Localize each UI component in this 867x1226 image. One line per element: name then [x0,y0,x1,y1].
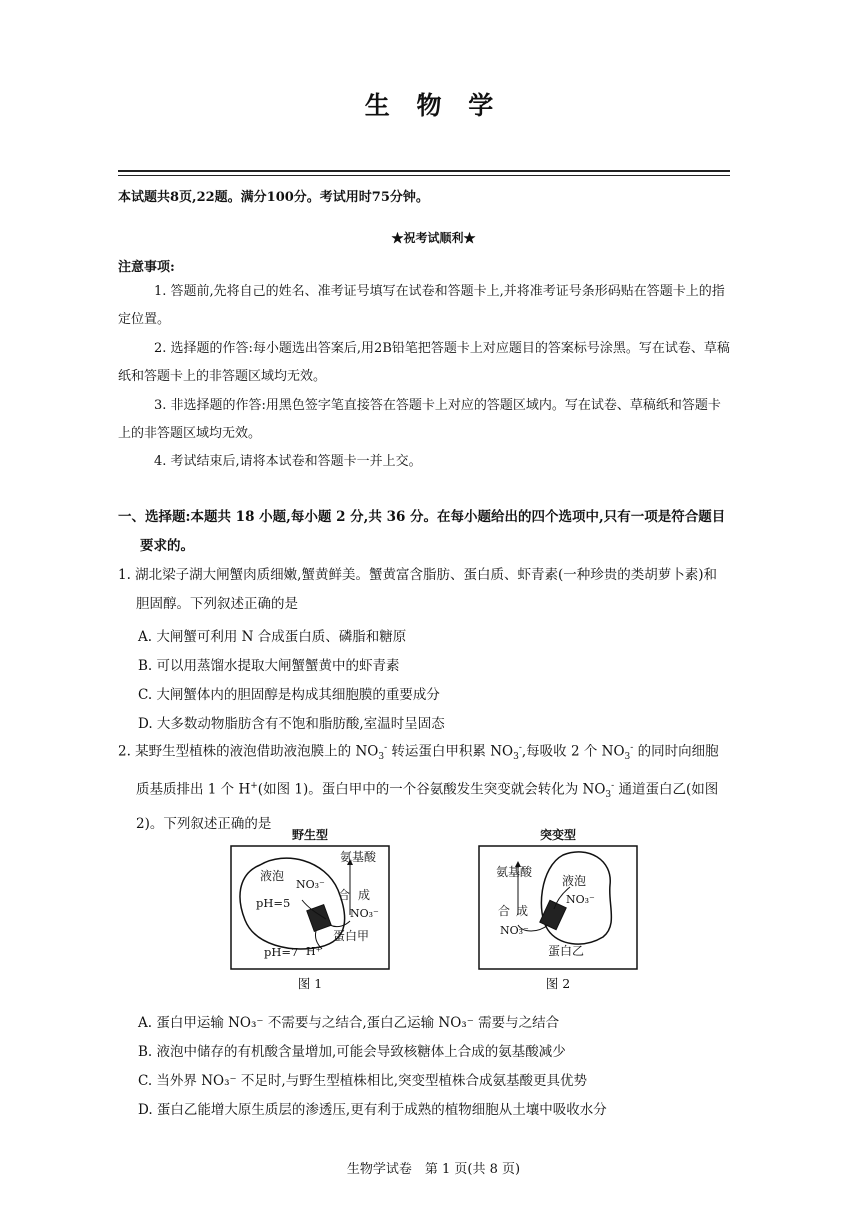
fig2-protein-label: 蛋白乙 [548,944,585,958]
fig2-amino-acid: 氨基酸 [496,865,533,879]
figure-1-title: 野生型 [291,828,328,842]
question-2-option-d: D. 蛋白乙能增大原生质层的渗透压,更有利于成熟的植物细胞从土壤中吸收水分 [138,1102,607,1118]
exam-info: 本试题共8页,22题。满分100分。考试用时75分钟。 [118,190,429,205]
fig1-h-ion: H⁺ [306,945,322,958]
fig1-vacuole-label: 液泡 [260,869,285,883]
fig1-ph-inside: pH=5 [256,896,291,910]
page-footer: 生物学试卷 第 1 页(共 8 页) [346,1162,521,1177]
notice-item-3: 3. 非选择题的作答:用黑色签字笔直接答在答题卡上对应的答题区域内。写在试卷、草稿纸和答题卡上的非答题区域均无效。 [118,398,721,441]
fig1-no3-inside: NO₃⁻ [296,878,325,891]
question-1-option-d: D. 大多数动物脂肪含有不饱和脂肪酸,室温时呈固态 [138,716,445,732]
fig2-vacuole-label: 液泡 [562,874,587,888]
fig1-amino-acid: 氨基酸 [340,850,377,864]
question-1-stem: 1. 湖北梁子湖大闸蟹肉质细嫩,蟹黄鲜美。蟹黄富含脂肪、蛋白质、虾青素(一种珍贵的类胡萝卜素)和胆固醇。下列叙述正确的是 [118,567,717,612]
notice-title: 注意事项: [118,260,175,275]
page-title: 生 物 学 [364,91,503,120]
fig1-no3-outside: NO₃⁻ [350,907,379,920]
fig1-protein-label: 蛋白甲 [333,929,370,943]
question-1-option-a: A. 大闸蟹可利用 N 合成蛋白质、磷脂和糖原 [138,629,407,645]
fig1-synth-2: 成 [358,888,371,902]
fig2-no3-outside: NO₃⁻ [500,924,529,937]
fig1-synth-1: 合 [338,888,351,902]
header-rule-thin [118,175,730,176]
notice-item-2: 2. 选择题的作答:每小题选出答案后,用2B铅笔把答题卡上对应题目的答案标号涂黑。写在试卷、草稿纸和答题卡上的非答题区域均无效。 [118,341,730,384]
question-2-stem: 2. 某野生型植株的液泡借助液泡膜上的 $NO_3^-$ 转运蛋白甲积累 $NO_3^-$,每吸收 2 个 $NO_3^-$ 的同时向细胞质基质排出 1 个 H+(如图 1)。蛋白甲中的一个谷氨酸发生突变就会转化为 $NO_3^-$ 通道蛋白乙(如图 2)。下列叙述正确的是 [118,743,719,833]
figure-1-caption: 图 1 [297,976,323,991]
question-2-option-c: C. 当外界 NO₃⁻ 不足时,与野生型植株相比,突变型植株合成氨基酸更具优势 [138,1073,588,1089]
question-2-option-b: B. 液泡中储存的有机酸含量增加,可能会导致核糖体上合成的氨基酸减少 [138,1044,566,1060]
fig2-synth-1: 合 [498,904,511,918]
exam-wish: ★祝考试顺利★ [391,231,476,245]
header-rule-thick [118,170,730,172]
question-1-option-c: C. 大闸蟹体内的胆固醇是构成其细胞膜的重要成分 [138,687,440,703]
fig1-ph-outside: pH=7 [264,945,299,959]
figure-2-title: 突变型 [539,828,576,842]
section-heading: 一、选择题:本题共 18 小题,每小题 2 分,共 36 分。在每小题给出的四个选项中,只有一项是符合题目要求的。 [118,509,726,554]
figure-2-caption: 图 2 [545,976,571,991]
notice-item-1: 1. 答题前,先将自己的姓名、准考证号填写在试卷和答题卡上,并将准考证号条形码贴在答题卡上的指定位置。 [118,284,725,327]
question-1-option-b: B. 可以用蒸馏水提取大闸蟹蟹黄中的虾青素 [138,658,400,674]
question-2-option-a: A. 蛋白甲运输 NO₃⁻ 不需要与之结合,蛋白乙运输 NO₃⁻ 需要与之结合 [138,1015,560,1031]
notice-item-4: 4. 考试结束后,请将本试卷和答题卡一并上交。 [154,454,422,469]
fig2-no3-inside: NO₃⁻ [566,893,595,906]
fig2-synth-2: 成 [516,904,529,918]
